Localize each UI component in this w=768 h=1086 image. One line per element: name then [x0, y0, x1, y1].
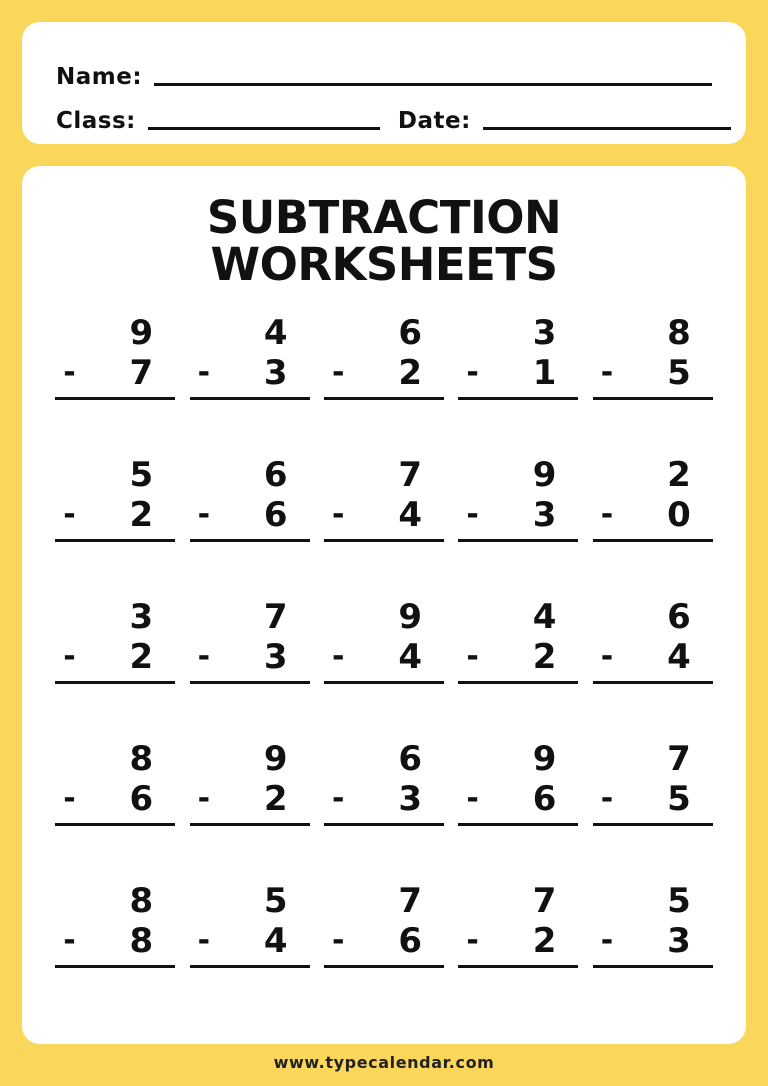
subtrahend-row [458, 921, 578, 961]
subtrahend: 3 [263, 352, 288, 393]
minuend: 7 [532, 880, 557, 921]
minuend: 9 [398, 596, 422, 637]
minuend: 7 [398, 454, 422, 495]
minuend: 9 [263, 738, 288, 779]
problem-item[interactable] [190, 731, 310, 873]
answer-rule[interactable] [593, 823, 713, 826]
subtrahend: 3 [398, 778, 422, 819]
minuend: 4 [532, 596, 557, 637]
answer-rule[interactable] [593, 397, 713, 400]
problem-item[interactable] [55, 873, 175, 1015]
subtrahend-row [458, 779, 578, 819]
subtrahend: 4 [263, 920, 288, 961]
subtrahend-row [593, 637, 713, 677]
answer-rule[interactable] [458, 823, 578, 826]
problem-item[interactable] [190, 873, 310, 1015]
problem-item[interactable] [190, 305, 310, 447]
subtrahend: 4 [667, 636, 691, 677]
subtrahend-row [593, 921, 713, 961]
problem-item[interactable] [593, 447, 713, 589]
answer-rule[interactable] [55, 397, 175, 400]
minus-sign-icon: - [331, 922, 345, 958]
answer-rule[interactable] [324, 539, 444, 542]
subtrahend-row [190, 779, 310, 819]
minus-sign-icon: - [197, 638, 211, 674]
problem-item[interactable] [55, 447, 175, 589]
minus-sign-icon: - [331, 354, 345, 390]
problem-item[interactable] [190, 447, 310, 589]
answer-rule[interactable] [324, 965, 444, 968]
minuend: 6 [667, 596, 691, 637]
minus-sign-icon: - [331, 780, 345, 816]
subtrahend: 4 [398, 636, 422, 677]
minus-sign-icon: - [197, 496, 211, 532]
problem-item[interactable] [458, 447, 578, 589]
class-date-field-row [56, 92, 712, 136]
subtrahend-row [324, 779, 444, 819]
subtrahend: 3 [263, 636, 288, 677]
minuend: 5 [129, 454, 154, 495]
class-input-line[interactable] [148, 127, 380, 130]
name-input-line[interactable] [154, 83, 712, 86]
minus-sign-icon: - [466, 922, 479, 958]
subtrahend-row [55, 637, 175, 677]
date-label: Date: [397, 108, 471, 134]
name-field-row [56, 48, 712, 92]
date-input-line[interactable] [483, 127, 731, 130]
answer-rule[interactable] [458, 681, 578, 684]
problem-item[interactable] [458, 873, 578, 1015]
minus-sign-icon: - [600, 496, 614, 532]
subtrahend: 5 [667, 778, 691, 819]
answer-rule[interactable] [593, 965, 713, 968]
subtrahend-row [324, 495, 444, 535]
problem-item[interactable] [55, 589, 175, 731]
minus-sign-icon: - [466, 638, 479, 674]
minus-sign-icon: - [466, 496, 479, 532]
minus-sign-icon: - [600, 354, 614, 390]
problem-item[interactable] [55, 731, 175, 873]
subtrahend-row [458, 637, 578, 677]
subtrahend: 1 [532, 352, 557, 393]
minus-sign-icon: - [63, 354, 76, 390]
minuend: 2 [667, 454, 691, 495]
minus-sign-icon: - [197, 354, 211, 390]
minuend: 5 [667, 880, 691, 921]
problem-item[interactable] [593, 589, 713, 731]
minus-sign-icon: - [63, 780, 76, 816]
subtrahend: 6 [532, 778, 557, 819]
problem-item[interactable] [593, 873, 713, 1015]
minuend: 3 [129, 596, 154, 637]
subtrahend: 3 [532, 494, 557, 535]
subtrahend-row [190, 353, 310, 393]
minus-sign-icon: - [331, 496, 345, 532]
answer-rule[interactable] [458, 965, 578, 968]
answer-rule[interactable] [55, 823, 175, 826]
subtrahend: 7 [129, 352, 154, 393]
subtrahend-row [593, 495, 713, 535]
name-label: Name: [56, 64, 143, 90]
subtrahend: 4 [398, 494, 422, 535]
worksheet-card [22, 166, 746, 1044]
minus-sign-icon: - [63, 496, 76, 532]
subtrahend-row [55, 495, 175, 535]
subtrahend: 0 [667, 494, 691, 535]
minuend: 6 [263, 454, 288, 495]
subtrahend: 2 [129, 494, 154, 535]
answer-rule[interactable] [55, 539, 175, 542]
footer-url[interactable]: www.typecalendar.com [273, 1053, 495, 1072]
minus-sign-icon: - [197, 922, 211, 958]
problem-item[interactable] [324, 589, 444, 731]
subtrahend-row [55, 779, 175, 819]
problem-item[interactable] [458, 305, 578, 447]
minuend: 3 [532, 312, 557, 353]
minuend: 4 [263, 312, 288, 353]
page-title: SUBTRACTION WORKSHEETS [206, 191, 562, 292]
problem-item[interactable] [324, 305, 444, 447]
minuend: 5 [263, 880, 288, 921]
answer-rule[interactable] [190, 539, 310, 542]
minuend: 8 [129, 880, 154, 921]
minus-sign-icon: - [63, 922, 76, 958]
answer-rule[interactable] [190, 965, 310, 968]
minus-sign-icon: - [63, 638, 76, 674]
answer-rule[interactable] [324, 823, 444, 826]
answer-rule[interactable] [458, 397, 578, 400]
problem-item[interactable] [324, 873, 444, 1015]
subtrahend-row [324, 921, 444, 961]
class-label: Class: [56, 108, 136, 134]
minus-sign-icon: - [600, 922, 614, 958]
problem-item[interactable] [458, 731, 578, 873]
subtrahend: 6 [129, 778, 154, 819]
minus-sign-icon: - [600, 638, 614, 674]
answer-rule[interactable] [324, 681, 444, 684]
subtrahend: 6 [398, 920, 422, 961]
subtrahend: 2 [532, 636, 557, 677]
minus-sign-icon: - [600, 780, 614, 816]
minuend: 6 [398, 312, 422, 353]
answer-rule[interactable] [324, 397, 444, 400]
minuend: 6 [398, 738, 422, 779]
minuend: 7 [667, 738, 691, 779]
problem-grid [48, 305, 720, 1015]
problem-item[interactable] [190, 589, 310, 731]
answer-rule[interactable] [593, 681, 713, 684]
subtrahend-row [55, 921, 175, 961]
student-info-card [22, 22, 746, 144]
subtrahend-row [324, 353, 444, 393]
problem-item[interactable] [458, 589, 578, 731]
subtrahend-row [593, 779, 713, 819]
minuend: 9 [532, 454, 557, 495]
answer-rule[interactable] [458, 539, 578, 542]
subtrahend-row [55, 353, 175, 393]
minus-sign-icon: - [197, 780, 211, 816]
problem-item[interactable] [55, 305, 175, 447]
minuend: 8 [667, 312, 691, 353]
subtrahend: 8 [129, 920, 154, 961]
answer-rule[interactable] [190, 823, 310, 826]
subtrahend-row [458, 495, 578, 535]
subtrahend-row [324, 637, 444, 677]
subtrahend-row [190, 495, 310, 535]
problem-item[interactable] [593, 305, 713, 447]
problem-item[interactable] [324, 447, 444, 589]
answer-rule[interactable] [190, 681, 310, 684]
minuend: 8 [129, 738, 154, 779]
subtrahend: 3 [667, 920, 691, 961]
subtrahend: 2 [398, 352, 422, 393]
minus-sign-icon: - [466, 780, 479, 816]
answer-rule[interactable] [190, 397, 310, 400]
answer-rule[interactable] [55, 965, 175, 968]
minuend: 9 [129, 312, 154, 353]
subtrahend: 5 [667, 352, 691, 393]
minus-sign-icon: - [466, 354, 479, 390]
subtrahend: 2 [129, 636, 154, 677]
subtrahend-row [190, 637, 310, 677]
minuend: 9 [532, 738, 557, 779]
subtrahend: 2 [263, 778, 288, 819]
minuend: 7 [398, 880, 422, 921]
answer-rule[interactable] [593, 539, 713, 542]
minus-sign-icon: - [331, 638, 345, 674]
problem-item[interactable] [324, 731, 444, 873]
answer-rule[interactable] [55, 681, 175, 684]
minuend: 7 [263, 596, 288, 637]
subtrahend-row [593, 353, 713, 393]
subtrahend-row [190, 921, 310, 961]
subtrahend: 2 [532, 920, 557, 961]
subtrahend: 6 [263, 494, 288, 535]
subtrahend-row [458, 353, 578, 393]
problem-item[interactable] [593, 731, 713, 873]
